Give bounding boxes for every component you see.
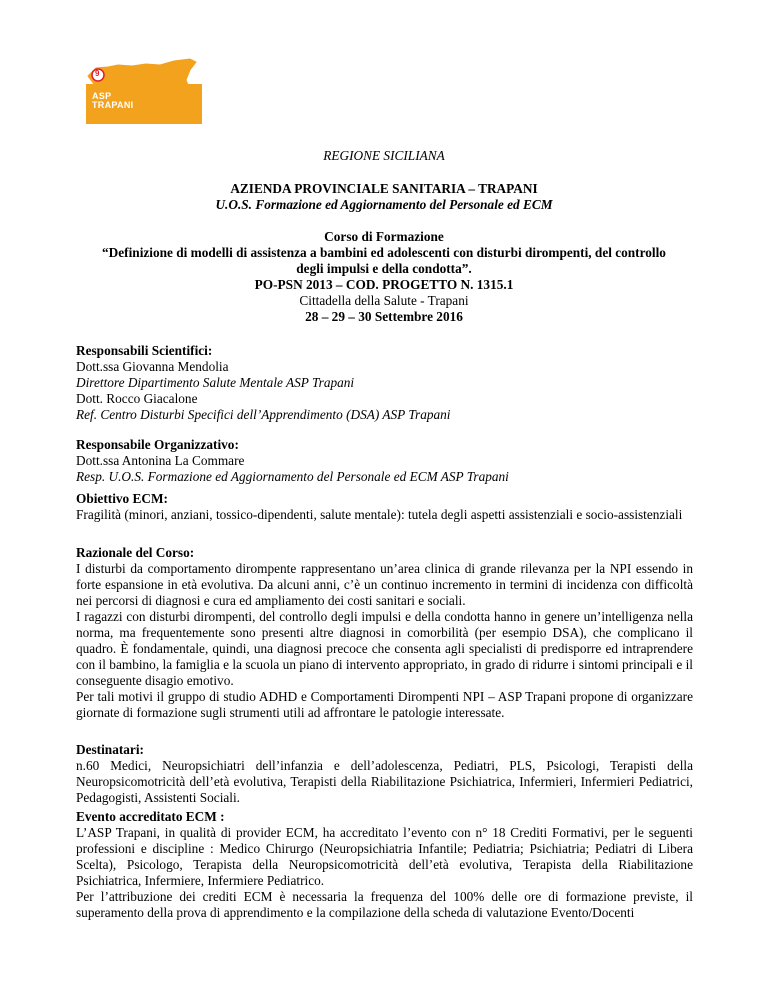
organizer-section bbox=[76, 437, 693, 485]
course-title-line2: degli impulsi e della condotta”. bbox=[296, 261, 472, 276]
logo-text-line2: TRAPANI bbox=[92, 100, 134, 110]
rationale-paragraph-1: I disturbi da comportamento dirompente rappresentano un’area clinica di grande rilevanza per la NPI essendo in forte espansione in età evolutiva. Da alcuni anni, c’è un continuo incremento in termini di incidenza con difficoltà nei percorsi di diagnosi e cura ed ampliamento dei costi sanitari e sociali. bbox=[76, 561, 693, 608]
logo-text-line1: ASP bbox=[92, 91, 112, 101]
unit-heading: U.O.S. Formazione ed Aggiornamento del Personale ed ECM bbox=[215, 197, 553, 212]
accreditation-section bbox=[76, 809, 693, 921]
rationale-section bbox=[76, 545, 693, 721]
logo-badge-number: 9 bbox=[95, 69, 100, 78]
scientific-person1-name: Dott.ssa Giovanna Mendolia bbox=[76, 359, 229, 374]
region-heading: REGIONE SICILIANA bbox=[323, 148, 445, 163]
course-title-line1: “Definizione di modelli di assistenza a bambini ed adolescenti con disturbi dirompenti, del controllo bbox=[102, 245, 666, 260]
organizer-heading: Responsabile Organizzativo: bbox=[76, 437, 239, 452]
rationale-paragraph-2: I ragazzi con disturbi dirompenti, del controllo degli impulsi e della condotta hanno in genere un’intelligenza nella norma, ma frequentemente sono presenti altre diagnosi in comorbilità (per esempio DSA), che complicano il quadro. È fondamentale, quindi, una diagnosi precoce che consenta agli specialisti di predisporre ed intraprendere con il bambino, la famiglia e la scuola un piano di intervento appropriato, in grado di ridurre i sintomi principali e il conseguente disagio emotivo. bbox=[76, 609, 693, 688]
accreditation-paragraph-2: Per l’attribuzione dei crediti ECM è necessaria la frequenza del 100% delle ore di formazione previste, il superamento della prova di apprendimento e la compilazione della scheda di valutazione Evento/Docenti bbox=[76, 889, 693, 920]
recipients-heading: Destinatari: bbox=[76, 742, 144, 757]
scientific-section-2 bbox=[76, 391, 693, 423]
sicily-map-icon bbox=[86, 54, 202, 124]
event-dates: 28 – 29 – 30 Settembre 2016 bbox=[305, 309, 463, 324]
course-label: Corso di Formazione bbox=[324, 229, 444, 244]
scientific-heading: Responsabili Scientifici: bbox=[76, 343, 213, 358]
project-code: PO-PSN 2013 – COD. PROGETTO N. 1315.1 bbox=[254, 277, 514, 292]
objective-section bbox=[76, 491, 693, 523]
organizer-role: Resp. U.O.S. Formazione ed Aggiornamento del Personale ed ECM ASP Trapani bbox=[76, 469, 509, 484]
scientific-person1-role: Direttore Dipartimento Salute Mentale ASP Trapani bbox=[76, 375, 355, 390]
venue: Cittadella della Salute - Trapani bbox=[299, 293, 469, 308]
scientific-person2-role: Ref. Centro Disturbi Specifici dell’Apprendimento (DSA) ASP Trapani bbox=[76, 407, 451, 422]
recipients-section bbox=[76, 742, 693, 806]
logo-subtitle: AZIENDA SANITARIA PROVINCIALE bbox=[92, 116, 174, 121]
recipients-text: n.60 Medici, Neuropsichiatri dell’infanzia e dell’adolescenza, Pediatri, PLS, Psicologi, Terapisti della Neuropsicomotricità dell’età evolutiva, Terapisti della Riabilitazione Psichiatrica, Infermieri, Infermieri Pediatrici, Pedagogisti, Assistenti Sociali. bbox=[76, 758, 693, 805]
organizer-name: Dott.ssa Antonina La Commare bbox=[76, 453, 245, 468]
logo-text bbox=[92, 92, 133, 110]
agency-heading: AZIENDA PROVINCIALE SANITARIA – TRAPANI bbox=[230, 181, 538, 196]
objective-heading: Obiettivo ECM: bbox=[76, 491, 168, 506]
accreditation-paragraph-1: L’ASP Trapani, in qualità di provider ECM, ha accreditato l’evento con n° 18 Crediti Formativi, per le seguenti professioni e discipline : Medico Chirurgo (Neuropsichiatria Infantile; Pediatria; Psichiatria; Pediatri di Libera Scelta), Psicologo, Terapista della Neuropsicomotricità dell’età evolutiva, Terapista della Riabilitazione Psichiatrica, Infermiere, Infermiere Pediatrico. bbox=[76, 825, 693, 888]
objective-text: Fragilità (minori, anziani, tossico-dipendenti, salute mentale): tutela degli aspetti assistenziali e socio-assistenziali bbox=[76, 507, 683, 522]
scientific-person2-name: Dott. Rocco Giacalone bbox=[76, 391, 198, 406]
scientific-section bbox=[76, 343, 693, 391]
rationale-paragraph-3: Per tali motivi il gruppo di studio ADHD e Comportamenti Dirompenti NPI – ASP Trapani propone di organizzare giornate di formazione sugli strumenti utili ad affrontare le patologie interessate. bbox=[76, 689, 693, 720]
accreditation-heading: Evento accreditato ECM : bbox=[76, 809, 225, 824]
rationale-heading: Razionale del Corso: bbox=[76, 545, 195, 560]
asp-trapani-logo bbox=[86, 54, 202, 124]
